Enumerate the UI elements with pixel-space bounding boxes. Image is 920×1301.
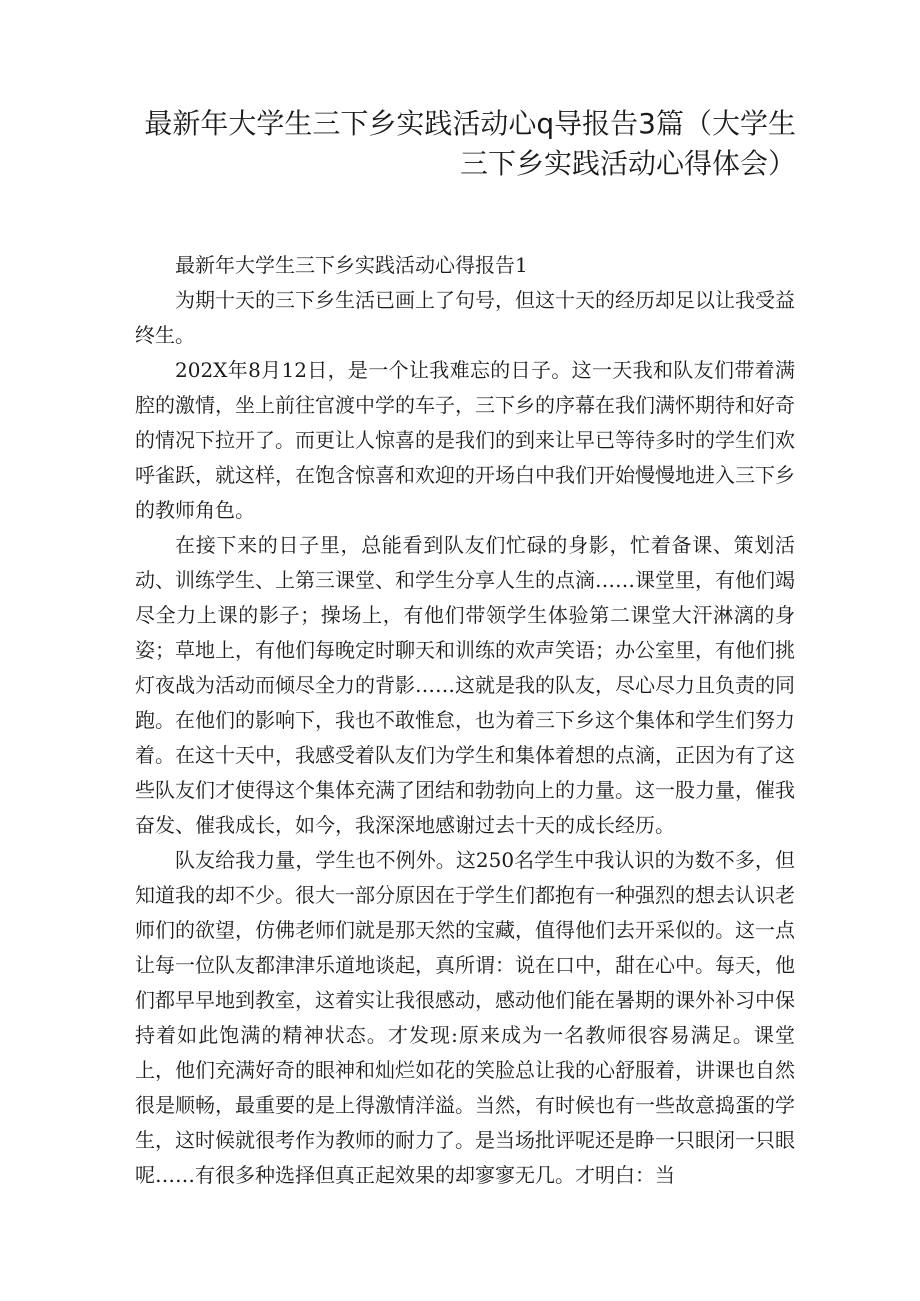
paragraph: 202X年8月12日，是一个让我难忘的日子。这一天我和队友们带着满腔的激情，坐上前往官渡中学的车子，三下乡的序幕在我们满怀期待和好奇的情况下拉开了。而更让人惊喜的是我们的到来让早已等待多时的学生们欢呼雀跃，就这样，在饱含惊喜和欢迎的开场白中我们开始慢慢地进入三下乡的教师角色。 [135,358,795,522]
paragraph: 队友给我力量，学生也不例外。这250名学生中我认识的为数不多，但知道我的却不少。很大一部分原因在于学生们都抱有一种强烈的想去认识老师们的欲望，仿佛老师们就是那天然的宝藏，值得他们去开采似的。这一点让每一位队友都津津乐道地谈起，真所谓：说在口中，甜在心中。每天，他们都早早地到教室，这着实让我很感动，感动他们能在暑期的课外补习中保持着如此饱满的精神状态。才发现:原来成为一名教师很容易满足。课堂上，他们充满好奇的眼神和灿烂如花的笑脸总让我的心舒服着，讲课也自然很是顺畅，最重要的是上得激情洋溢。当然，有时候也有一些故意捣蛋的学生，这时候就很考作为教师的耐力了。是当场批评呢还是睁一只眼闭一只眼呢……有很多种选择但真正起效果的却寥寥无几。才明白：当 [135,848,795,1187]
document-title: 最新年大学生三下乡实践活动心q导报告3篇（大学生三下乡实践活动心得体会） [144,107,796,180]
document-body [135,248,795,1193]
section-heading: 最新年大学生三下乡实践活动心得报告1 [175,253,528,277]
paragraph: 为期十天的三下乡生活已画上了句号，但这十天的经历却足以让我受益终生。 [135,288,795,347]
paragraph: 在接下来的日子里，总能看到队友们忙碌的身影，忙着备课、策划活动、训练学生、上第三课堂、和学生分享人生的点滴……课堂里，有他们竭尽全力上课的影子；操场上，有他们带领学生体验第二课堂大汗淋漓的身姿；草地上，有他们每晚定时聊天和训练的欢声笑语；办公室里，有他们挑灯夜战为活动而倾尽全力的背影……这就是我的队友，尽心尽力且负责的同跑。在他们的影响下，我也不敢惟怠，也为着三下乡这个集体和学生们努力着。在这十天中，我感受着队友们为学生和集体着想的点滴，正因为有了这些队友们才使得这个集体充满了团结和勃勃向上的力量。这一股力量，催我奋发、催我成长，如今，我深深地感谢过去十天的成长经历。 [135,533,795,837]
